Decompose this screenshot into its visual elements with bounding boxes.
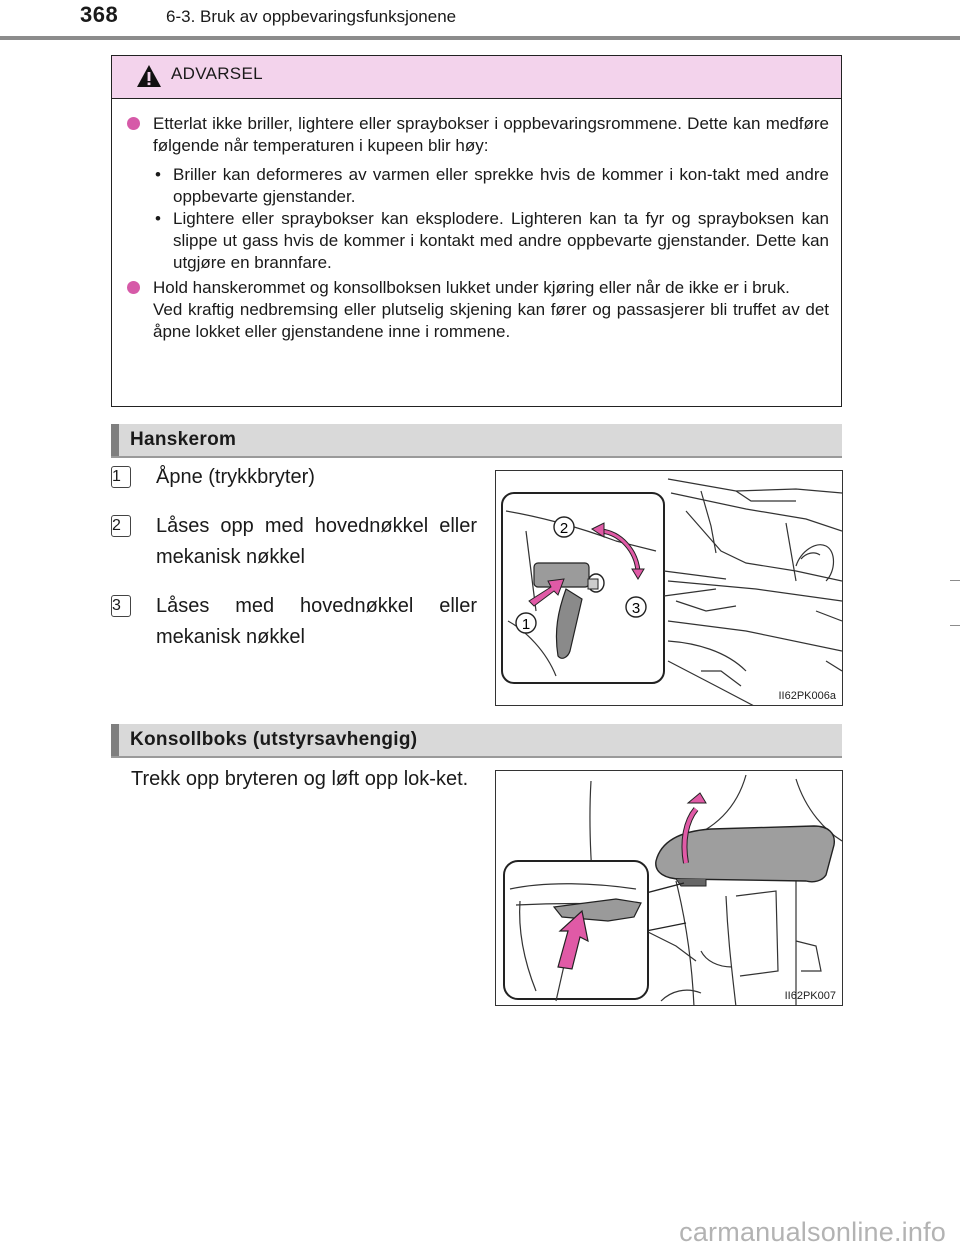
page-number: 368	[80, 2, 119, 27]
callout-label: 3	[631, 600, 641, 617]
section-accent	[111, 424, 119, 456]
step-3	[111, 591, 477, 653]
section-accent	[111, 724, 119, 756]
warning-sub-list	[153, 164, 829, 274]
callout-2	[554, 517, 574, 537]
warning-item-text: Hold hanskerommet og konsollboksen lukket under kjøring eller når de ikke er i bruk.	[153, 278, 790, 297]
header-rule	[0, 36, 960, 40]
warning-item-text: Etterlat ikke briller, lightere eller spraybokser i oppbevaringsrommene. Dette kan medføre følgende når temperaturen i kupeen blir høy:	[153, 114, 829, 155]
warning-box	[111, 55, 842, 407]
margin-mark	[950, 580, 960, 581]
console-figure	[495, 770, 843, 1006]
step-text: Låses med hovednøkkel eller mekanisk nøkkel	[156, 595, 477, 648]
warning-triangle-icon	[136, 64, 162, 88]
warning-title: ADVARSEL	[171, 64, 263, 83]
figure-code: II62PK006a	[778, 690, 836, 702]
section-title: Hanskerom	[130, 429, 237, 450]
callout-label: 1	[521, 616, 531, 633]
glovebox-figure	[495, 470, 843, 706]
glovebox-steps	[111, 462, 477, 671]
console-instruction: Trekk opp bryteren og løft opp lok-ket.	[131, 768, 469, 790]
section-bar-console	[111, 724, 842, 758]
bullet-dot-icon	[127, 281, 140, 294]
warning-item-2	[127, 277, 829, 343]
warning-item-extra: Ved kraftig nedbremsing eller plutselig skjening kan fører og passasjerer bli truffet av det åpne lokket eller gjenstandene inne i rommene.	[153, 300, 829, 341]
warning-item-1	[127, 113, 829, 157]
step-text: Åpne (trykkbryter)	[156, 466, 315, 488]
section-title: Konsollboks (utstyrsavhengig)	[130, 729, 418, 750]
warning-sub-item	[153, 164, 829, 208]
sub-bullet: •	[155, 209, 161, 228]
warning-sub-text: Lightere eller spraybokser kan eksplodere. Lighteren kan ta fyr og sprayboksen kan slippe ut gass hvis de kommer i kontakt med andre oppbevarte gjenstander. Dette kan utgjøre en brannfare.	[173, 209, 829, 272]
step-2	[111, 511, 477, 573]
warning-sub-text: Briller kan deformeres av varmen eller sprekke hvis de kommer i kon-takt med andre oppbevarte gjenstander.	[173, 165, 829, 206]
step-text: Låses opp med hovednøkkel eller mekanisk nøkkel	[156, 515, 477, 568]
callout-3	[626, 597, 646, 617]
bullet-dot-icon	[127, 117, 140, 130]
section-bar-glovebox	[111, 424, 842, 458]
sub-bullet: •	[155, 165, 161, 184]
callout-1	[516, 613, 536, 633]
step-number: 2	[111, 515, 131, 537]
step-number: 3	[111, 595, 131, 617]
warning-sub-item	[153, 208, 829, 274]
watermark: carmanualsonline.info	[679, 1217, 946, 1247]
warning-header	[112, 56, 841, 99]
callout-label: 2	[559, 520, 569, 537]
glovebox-illustration	[496, 471, 843, 706]
console-illustration	[496, 771, 843, 1006]
margin-mark	[950, 625, 960, 626]
step-1	[111, 462, 477, 493]
figure-code: II62PK007	[784, 990, 836, 1002]
step-number: 1	[111, 466, 131, 488]
section-header: 6-3. Bruk av oppbevaringsfunksjonene	[166, 7, 457, 26]
